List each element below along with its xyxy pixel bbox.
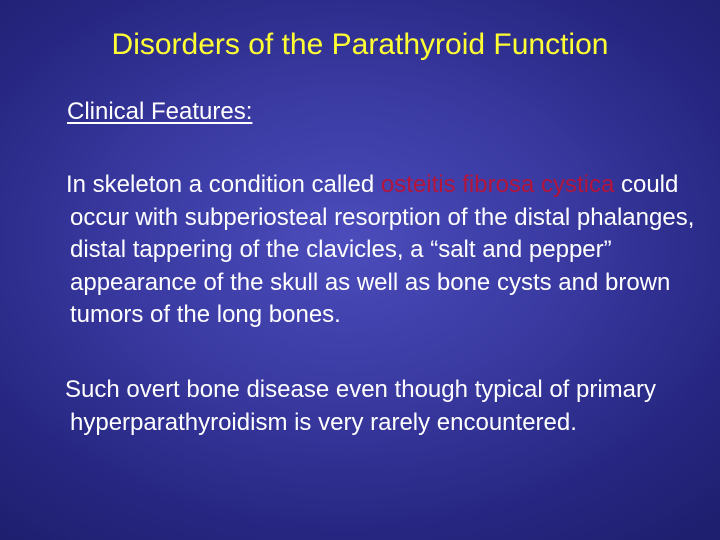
paragraph-skeleton: [66, 169, 700, 332]
highlighted-term: osteitis fibrosa cystica: [380, 171, 615, 198]
section-heading: Clinical Features:: [67, 98, 253, 125]
paragraph-text-start: In skeleton a condition called: [66, 171, 381, 198]
paragraph-text-end: could occur with subperiosteal resorption of the distal phalanges, distal tappering of the clavicles, a “salt and pepper” appearance of the skull as well as bone cysts and brown tumors of the long bones.: [70, 171, 695, 328]
paragraph-bone-disease: Such overt bone disease even though typical of primary hyperparathyroidism is very rarely encountered.: [65, 376, 657, 436]
slide-title: Disorders of the Parathyroid Function: [111, 28, 609, 61]
